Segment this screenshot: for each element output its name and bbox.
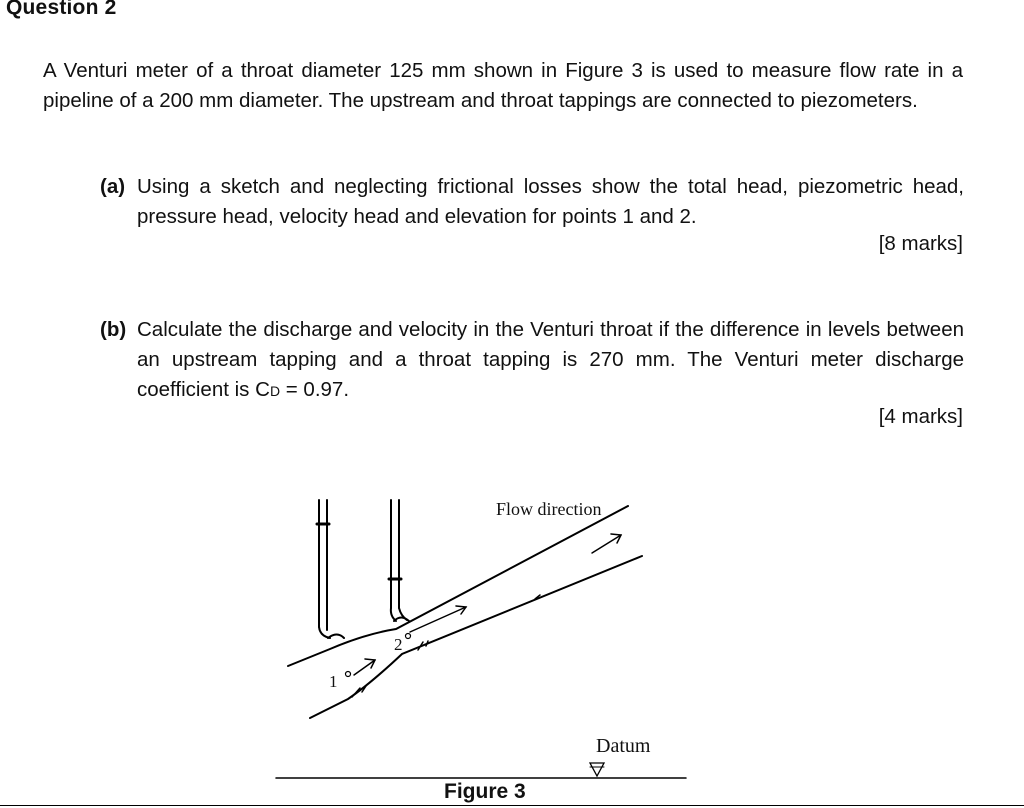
- datum-triangle-icon: [590, 763, 604, 776]
- point-2-label: 2: [394, 635, 403, 654]
- datum-label: Datum: [596, 735, 651, 757]
- tapping-1-bulb: [328, 635, 344, 639]
- part-b-marks: [4 marks]: [878, 405, 963, 428]
- discharge-coefficient-subscript: D: [269, 383, 281, 399]
- part-b-text: [137, 315, 964, 406]
- point-1-label: 1: [329, 672, 338, 691]
- flow-direction-label: Flow direction: [496, 499, 602, 519]
- part-a-marks: [8 marks]: [878, 232, 963, 255]
- venturi-figure: [270, 490, 700, 780]
- page-bottom-rule: [0, 805, 1024, 806]
- flow-arrow-3: [592, 535, 621, 553]
- pipe-top-wall: [288, 506, 628, 666]
- question-title: Question 2: [6, 0, 117, 19]
- piezometer-1-base: [319, 627, 330, 638]
- part-b-text-main: Calculate the discharge and velocity in the Venturi throat if the difference in levels between an upstream tapping and a throat tapping is 270 mm. The Venturi meter discharge coefficient is C: [137, 318, 964, 401]
- flow-arrow-2: [410, 607, 466, 632]
- part-a-label: (a): [100, 175, 126, 198]
- part-b-label: (b): [100, 318, 127, 341]
- point-1-marker: [346, 672, 351, 677]
- part-a-text: Using a sketch and neglecting frictional losses show the total head, piezometric head, pressure head, velocity head and elevation for points 1 and 2.: [137, 175, 964, 228]
- figure-caption: Figure 3: [444, 780, 526, 803]
- part-b-text-end: = 0.97.: [280, 378, 350, 401]
- point-2-marker: [406, 634, 411, 639]
- part-a: [100, 172, 964, 232]
- part-b: [100, 315, 964, 406]
- question-intro: A Venturi meter of a throat diameter 125 mm shown in Figure 3 is used to measure flow rate in a pipeline of a 200 mm diameter. The upstream and throat tappings are connected to piezometers.: [43, 59, 963, 112]
